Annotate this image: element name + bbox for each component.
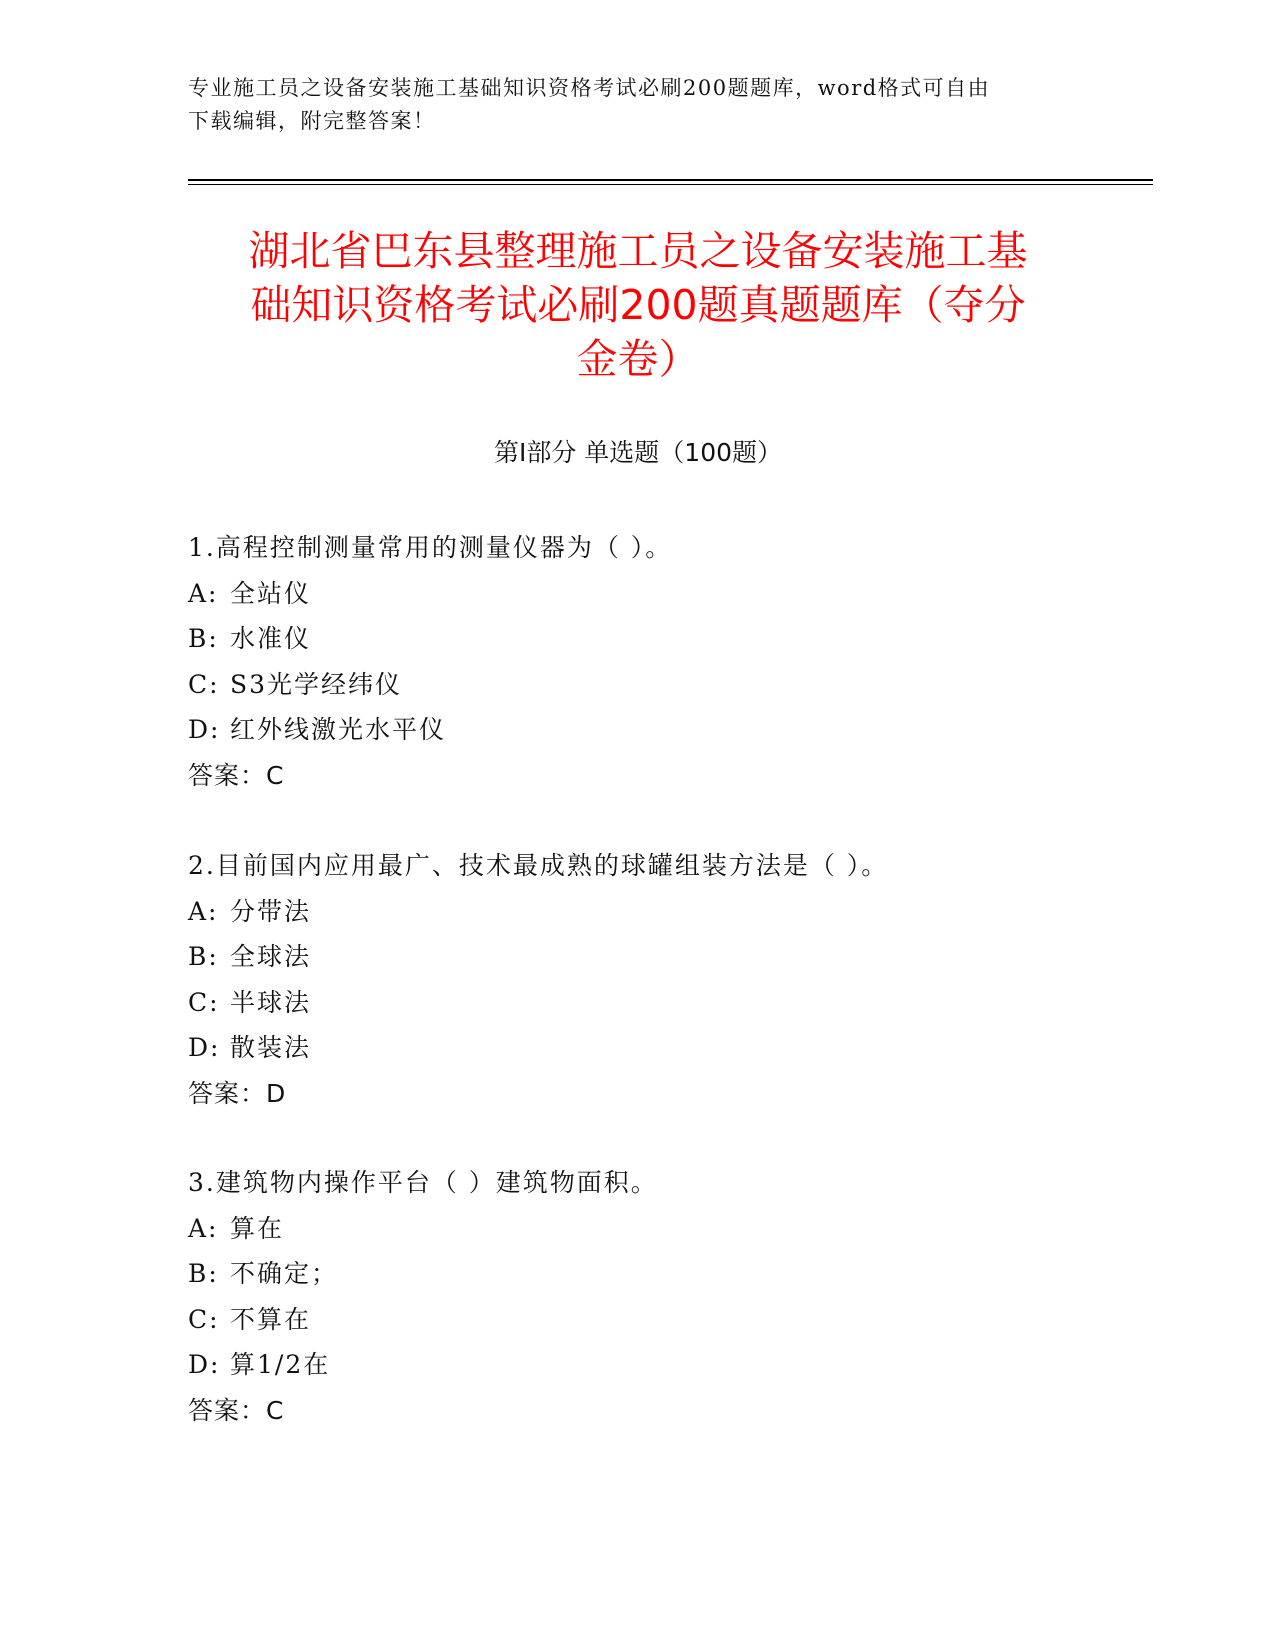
option-text: 全站仪 <box>230 578 312 608</box>
header-note-line1: 专业施工员之设备安装施工基础知识资格考试必刷200题题库，word格式可自由 <box>188 76 991 100</box>
question-block <box>188 525 1153 798</box>
option-letter: D: <box>188 1033 221 1062</box>
option-a <box>188 1206 1153 1252</box>
option-letter: D: <box>188 1350 221 1379</box>
header-note <box>188 72 1088 138</box>
option-b <box>188 1251 1153 1297</box>
option-text: 散装法 <box>230 1033 312 1062</box>
option-b <box>188 616 1153 662</box>
question-stem: 1.高程控制测量常用的测量仪器为（ ）。 <box>188 533 673 562</box>
option-text: 算1/2在 <box>230 1350 331 1379</box>
option-d <box>188 1342 1153 1388</box>
option-d <box>188 707 1153 753</box>
option-c <box>188 980 1153 1026</box>
option-b <box>188 934 1153 980</box>
answer-line: 答案：C <box>188 760 285 790</box>
answer-line: 答案：C <box>188 1395 285 1425</box>
header-rule-thick <box>188 179 1153 181</box>
document-title-line3: 金卷） <box>576 335 700 383</box>
option-letter: A: <box>188 896 219 926</box>
document-title-line1: 湖北省巴东县整理施工员之设备安装施工基 <box>248 227 1028 275</box>
option-letter: C: <box>188 669 220 699</box>
option-c <box>188 662 1153 708</box>
option-c <box>188 1297 1153 1343</box>
document-title <box>188 224 1088 386</box>
header-rule-thin <box>188 184 1153 185</box>
option-text: 分带法 <box>230 896 312 926</box>
option-letter: B: <box>188 624 219 653</box>
document-title-line2: 础知识资格考试必刷200题真题题库（夺分 <box>250 281 1026 329</box>
option-text: 算在 <box>230 1213 285 1243</box>
option-a <box>188 571 1153 617</box>
option-letter: C: <box>188 987 220 1017</box>
question-stem: 2.目前国内应用最广、技术最成熟的球罐组装方法是（ ）。 <box>188 851 889 880</box>
header-note-line2: 下载编辑，附完整答案！ <box>188 109 436 133</box>
option-text: 红外线激光水平仪 <box>230 715 447 744</box>
option-letter: B: <box>188 942 219 971</box>
option-letter: C: <box>188 1304 220 1334</box>
option-text: 半球法 <box>230 987 312 1017</box>
option-d <box>188 1025 1153 1071</box>
section-heading: 第Ⅰ部分 单选题（100题） <box>493 438 783 467</box>
answer-line: 答案：D <box>188 1078 287 1108</box>
option-text: 水准仪 <box>230 624 312 653</box>
option-letter: D: <box>188 715 221 744</box>
option-text: S3光学经纬仪 <box>230 669 403 699</box>
option-text: 不确定； <box>230 1259 339 1288</box>
option-letter: A: <box>188 1213 219 1243</box>
question-stem: 3.建筑物内操作平台（ ）建筑物面积。 <box>188 1168 658 1197</box>
option-letter: A: <box>188 578 219 608</box>
option-letter: B: <box>188 1259 219 1288</box>
question-block <box>188 843 1153 1116</box>
question-block <box>188 1160 1153 1433</box>
option-a <box>188 889 1153 935</box>
option-text: 全球法 <box>230 942 312 971</box>
option-text: 不算在 <box>230 1304 312 1334</box>
